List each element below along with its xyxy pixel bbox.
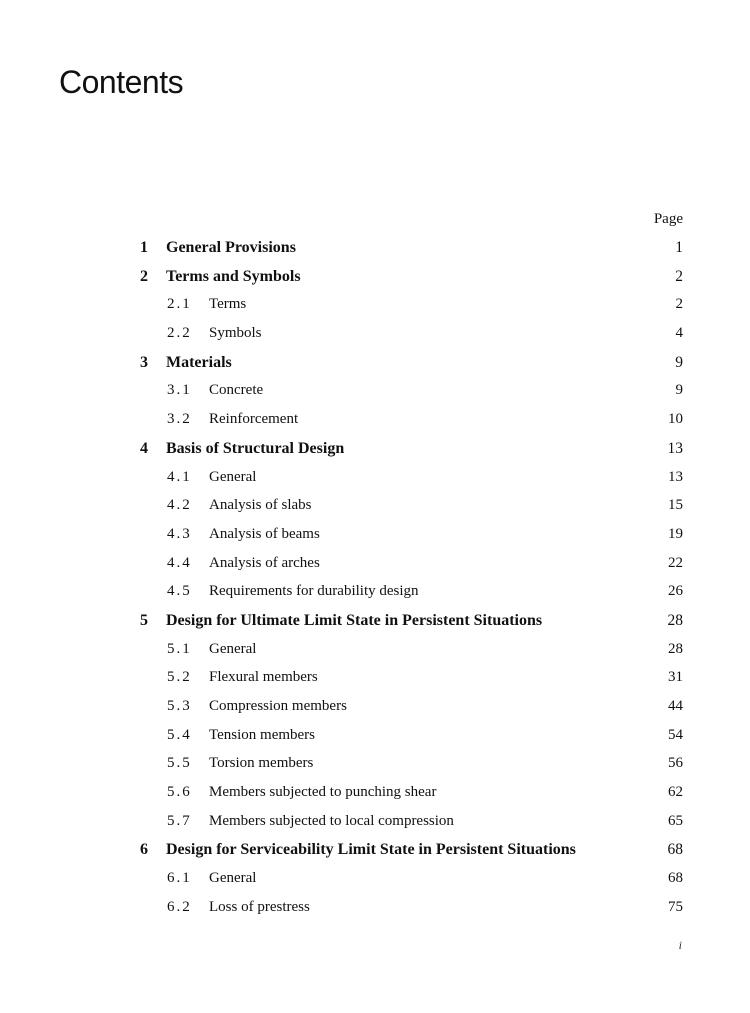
toc-entry-page-number: 10 bbox=[668, 411, 683, 428]
toc-entry-page-number: 28 bbox=[668, 640, 683, 657]
toc-entry-number: 4.1 bbox=[167, 468, 192, 485]
toc-entry-page-number: 22 bbox=[668, 554, 683, 571]
toc-section-entry[interactable] bbox=[0, 551, 750, 580]
toc-chapter-entry[interactable] bbox=[0, 350, 750, 379]
page-title: Contents bbox=[59, 64, 184, 100]
toc-entry-number: 5.2 bbox=[167, 669, 192, 686]
toc-entry-title: Compression members bbox=[209, 698, 347, 714]
toc-entry-title: Reinforcement bbox=[209, 411, 299, 428]
toc-entry-title: Members subjected to local compression bbox=[209, 812, 454, 829]
toc-entry-number: 6 bbox=[140, 841, 148, 859]
toc-entry-number: 5 bbox=[140, 611, 148, 629]
toc-entry-page-number: 75 bbox=[668, 898, 683, 915]
toc-section-entry[interactable] bbox=[0, 465, 750, 494]
toc-entry-title: Basis of Structural Design bbox=[166, 439, 345, 457]
toc-section-entry[interactable] bbox=[0, 579, 750, 608]
toc-entry-title: General bbox=[209, 870, 257, 887]
toc-entry-number: 2 bbox=[140, 267, 148, 285]
toc-section-entry[interactable] bbox=[0, 378, 750, 407]
toc-entry-page-number: 68 bbox=[667, 841, 683, 859]
toc-entry-page-number: 54 bbox=[668, 726, 683, 743]
toc-entry-page-number: 44 bbox=[668, 698, 683, 714]
toc-section-entry[interactable] bbox=[0, 321, 750, 350]
toc-entry-number: 2.1 bbox=[167, 296, 192, 313]
toc-entry-number: 4 bbox=[140, 439, 148, 457]
toc-entry-page-number: 13 bbox=[667, 439, 683, 457]
toc-entry-number: 5.6 bbox=[167, 784, 192, 801]
page-folio: i bbox=[678, 938, 682, 952]
toc-entry-number: 4.5 bbox=[167, 583, 192, 600]
toc-entry-page-number: 65 bbox=[668, 812, 683, 829]
toc-entry-title: General bbox=[209, 640, 257, 657]
toc-entry-page-number: 13 bbox=[668, 468, 683, 485]
toc-entry-page-number: 9 bbox=[675, 353, 683, 371]
toc-chapter-entry[interactable] bbox=[0, 837, 750, 866]
toc-entry-title: General Provisions bbox=[166, 239, 296, 256]
toc-section-entry[interactable] bbox=[0, 493, 750, 522]
toc-entry-page-number: 28 bbox=[667, 611, 683, 629]
toc-entry-page-number: 68 bbox=[668, 870, 683, 887]
toc-entry-page-number: 26 bbox=[668, 583, 683, 600]
toc-entry-title: Materials bbox=[166, 353, 232, 371]
toc-chapter-entry[interactable] bbox=[0, 436, 750, 465]
toc-entry-page-number: 9 bbox=[675, 382, 683, 399]
toc-entry-page-number: 56 bbox=[668, 755, 683, 772]
toc-entry-title: Torsion members bbox=[209, 755, 314, 772]
toc-entry-number: 4.4 bbox=[167, 554, 192, 571]
toc-entry-title: Analysis of arches bbox=[209, 554, 320, 571]
toc-entry-number: 5.7 bbox=[167, 812, 192, 829]
toc-entry-page-number: 2 bbox=[675, 296, 683, 313]
toc-section-entry[interactable] bbox=[0, 522, 750, 551]
toc-entry-title: Analysis of beams bbox=[209, 525, 320, 542]
toc-entry-title: Symbols bbox=[209, 325, 262, 342]
toc-entry-number: 3.2 bbox=[167, 411, 192, 428]
toc-entry-number: 5.3 bbox=[167, 698, 192, 714]
toc-entry-page-number: 2 bbox=[675, 267, 683, 285]
toc-section-entry[interactable] bbox=[0, 866, 750, 895]
toc-section-entry[interactable] bbox=[0, 637, 750, 666]
toc-entry-number: 4.2 bbox=[167, 497, 192, 514]
toc-entry-title: Loss of prestress bbox=[209, 898, 310, 915]
toc-entry-title: General bbox=[209, 468, 257, 485]
toc-entry-title: Flexural members bbox=[209, 669, 318, 686]
toc-entry-page-number: 62 bbox=[668, 784, 683, 801]
toc-entry-number: 1 bbox=[140, 239, 148, 256]
toc-entry-title: Design for Serviceability Limit State in Persistent Situations bbox=[166, 841, 576, 859]
toc-entry-number: 2.2 bbox=[167, 325, 192, 342]
toc-entry-number: 5.5 bbox=[167, 755, 192, 772]
toc-chapter-entry[interactable] bbox=[0, 264, 750, 293]
toc-entry-number: 3 bbox=[140, 353, 148, 371]
page-column-header: Page bbox=[653, 211, 683, 227]
toc-section-entry[interactable] bbox=[0, 292, 750, 321]
toc-entry-number: 3.1 bbox=[167, 382, 192, 399]
toc-chapter-entry[interactable] bbox=[0, 608, 750, 637]
toc-chapter-entry[interactable] bbox=[0, 235, 750, 264]
toc-entry-title: Requirements for durability design bbox=[209, 583, 419, 600]
toc-entry-page-number: 15 bbox=[668, 497, 683, 514]
toc-entry-title: Terms bbox=[209, 296, 247, 313]
toc-entry-title: Concrete bbox=[209, 382, 264, 399]
toc-section-entry[interactable] bbox=[0, 665, 750, 694]
toc-section-entry[interactable] bbox=[0, 809, 750, 838]
toc-section-entry[interactable] bbox=[0, 407, 750, 436]
toc-entry-title: Tension members bbox=[209, 726, 316, 743]
toc-entry-title: Terms and Symbols bbox=[166, 267, 301, 285]
toc-section-entry[interactable] bbox=[0, 895, 750, 924]
toc-entry-title: Design for Ultimate Limit State in Persistent Situations bbox=[166, 611, 543, 629]
toc-section-entry[interactable] bbox=[0, 723, 750, 752]
toc-entry-number: 5.4 bbox=[167, 726, 192, 743]
toc-section-entry[interactable] bbox=[0, 694, 750, 723]
toc-entry-number: 5.1 bbox=[167, 640, 192, 657]
toc-entry-page-number: 31 bbox=[668, 669, 683, 686]
toc-entry-title: Members subjected to punching shear bbox=[209, 784, 437, 801]
toc-section-entry[interactable] bbox=[0, 751, 750, 780]
toc-entry-page-number: 1 bbox=[675, 239, 683, 256]
toc-section-entry[interactable] bbox=[0, 780, 750, 809]
toc-entry-number: 6.2 bbox=[167, 898, 192, 915]
toc-entry-page-number: 19 bbox=[668, 525, 683, 542]
table-of-contents bbox=[0, 235, 750, 924]
toc-entry-page-number: 4 bbox=[675, 325, 683, 342]
toc-entry-number: 6.1 bbox=[167, 870, 192, 887]
toc-entry-title: Analysis of slabs bbox=[209, 497, 312, 514]
toc-entry-number: 4.3 bbox=[167, 525, 192, 542]
